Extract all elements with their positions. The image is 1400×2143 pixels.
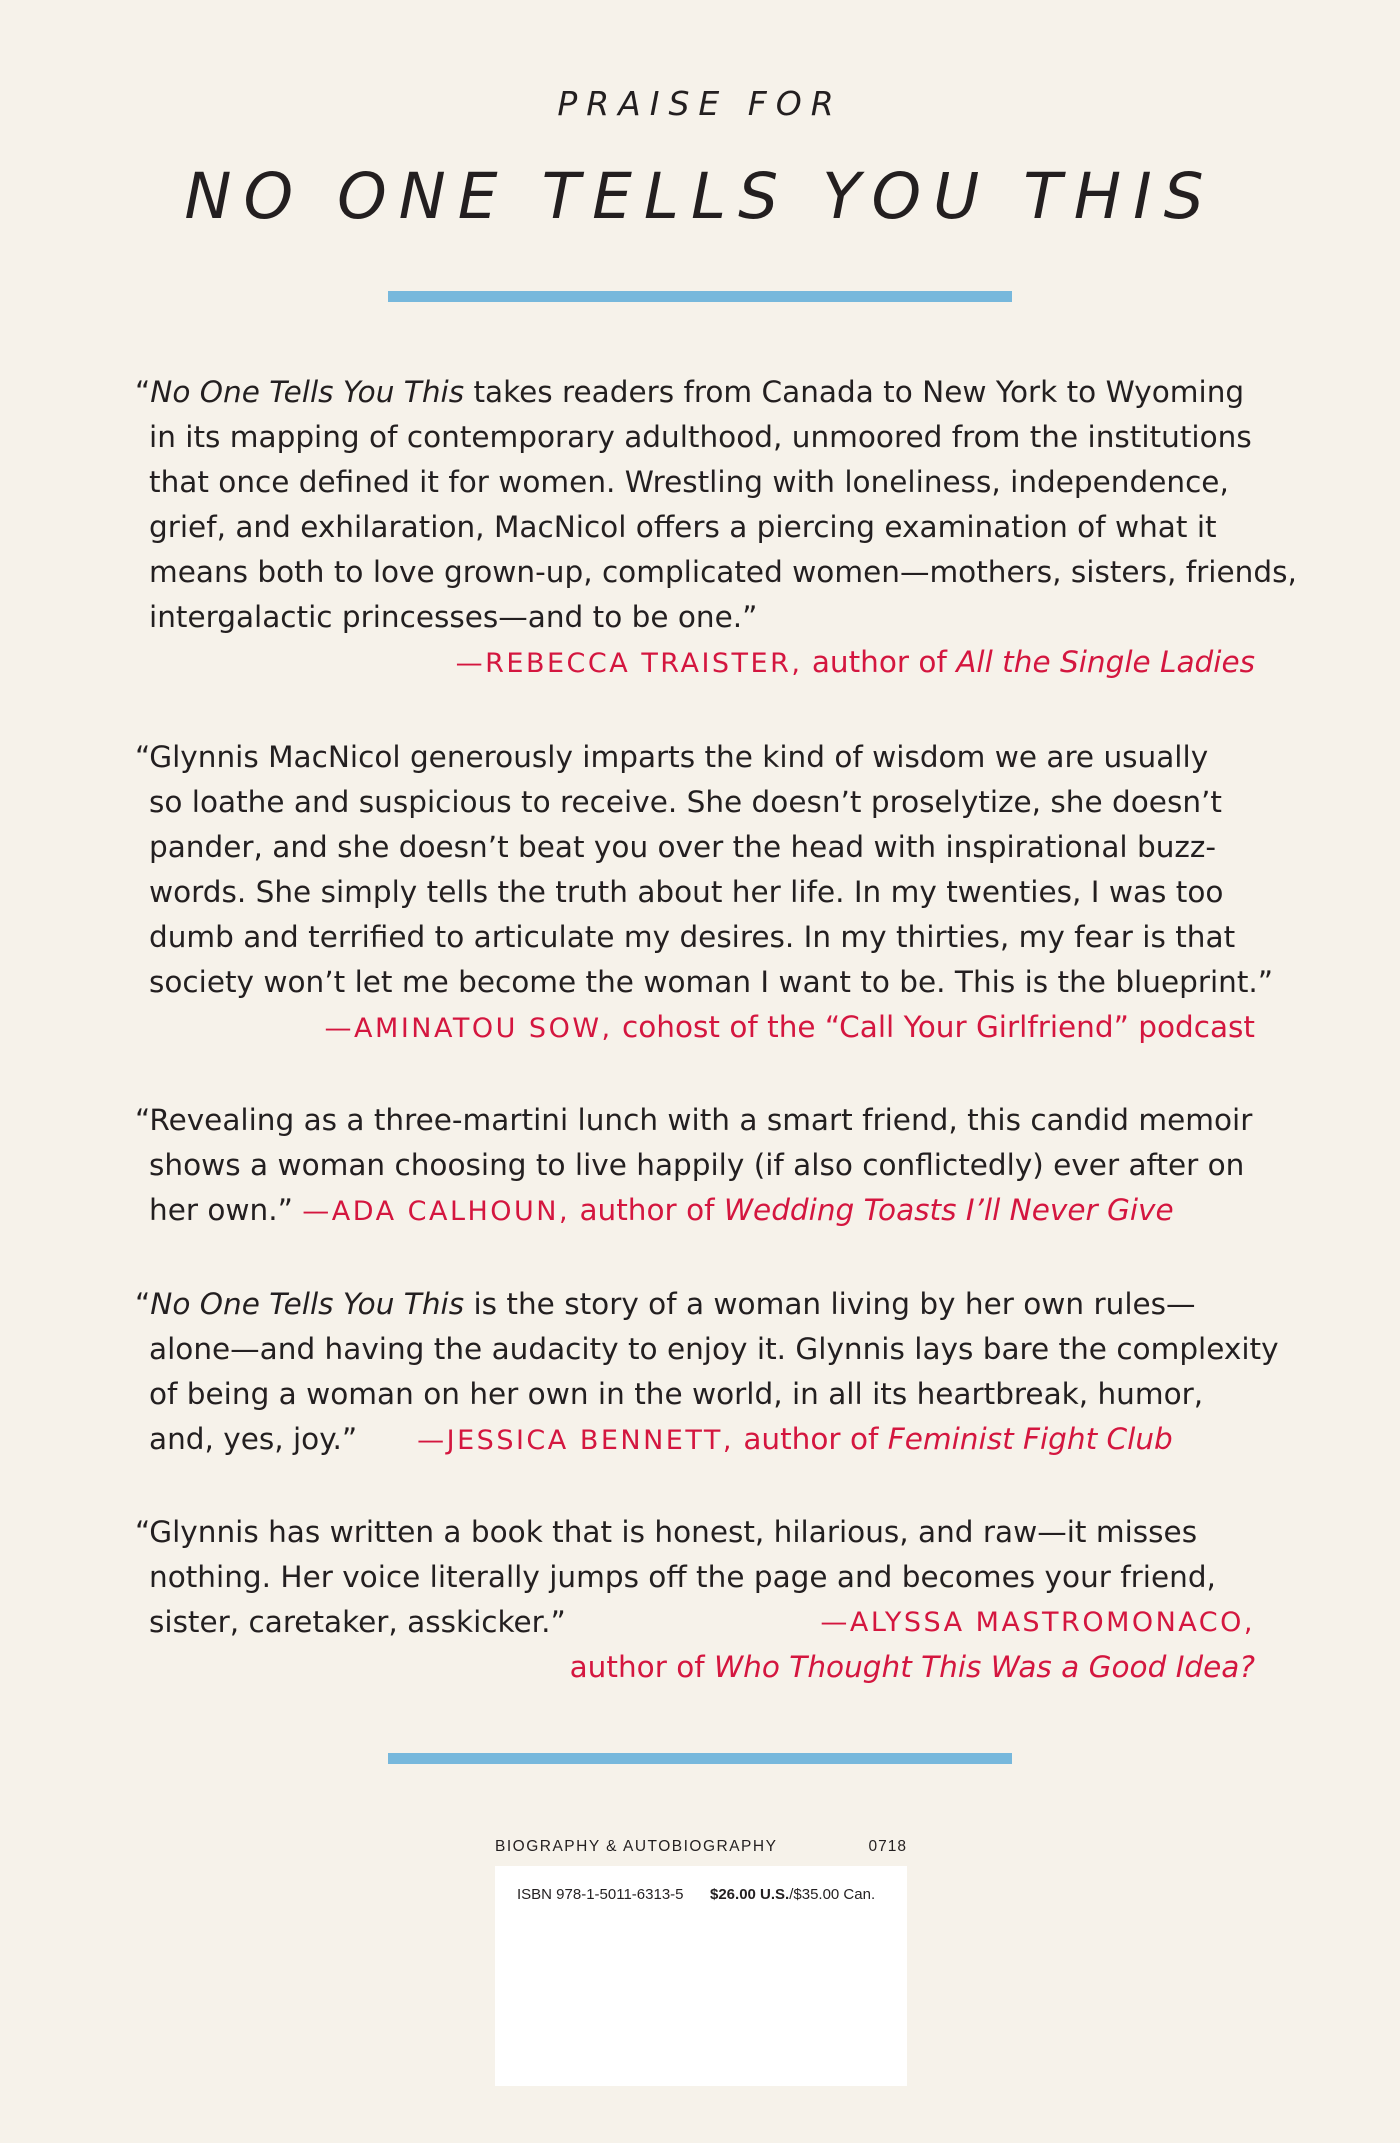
price-separator: / [789, 1886, 794, 1903]
price-us: $26.00 U.S. [710, 1886, 790, 1903]
attribution-work: Who Thought This Was a Good Idea? [714, 1650, 1255, 1684]
blurb-text: her own.” [149, 1193, 293, 1227]
blurb-line [135, 1417, 1255, 1462]
attribution-work: Wedding Toasts I’ll Never Give [723, 1193, 1174, 1227]
blurb-text: Glynnis MacNicol generously imparts the kind of wisdom we are usually [149, 740, 1209, 774]
attribution-role: author of [733, 1422, 888, 1456]
attribution-work: Feminist Fight Club [887, 1422, 1173, 1456]
bisac-category: BIOGRAPHY & AUTOBIOGRAPHY [495, 1838, 778, 1855]
book-title-inline: No One Tells You This [150, 1287, 465, 1321]
blurb-line [135, 1600, 1255, 1645]
blurb-text: takes readers from Canada to New York to Wyoming [464, 375, 1245, 409]
blurb-sow [135, 735, 1274, 1050]
book-title-inline: No One Tells You This [150, 375, 465, 409]
blurb-line [135, 735, 1255, 780]
blurb-line [135, 370, 1255, 415]
barcode-area [495, 1830, 907, 2055]
bottom-divider [388, 1753, 1012, 1764]
blurb-line: that once defined it for women. Wrestling with loneliness, independence, [149, 465, 1229, 499]
praise-for-heading: PRAISE FOR [557, 84, 843, 123]
blurb-line: nothing. Her voice literally jumps off the page and becomes your friend, [149, 1560, 1216, 1594]
price [710, 1886, 875, 1903]
attribution-role: author of [570, 1193, 724, 1227]
blurb-mastromonaco [135, 1510, 1255, 1690]
attribution [135, 1645, 1255, 1690]
open-quote: “ [135, 375, 151, 409]
open-quote: “ [135, 740, 150, 774]
blurb-text: Glynnis has written a book that is honest, hilarious, and raw—it misses [149, 1515, 1198, 1549]
blurb-calhoun [135, 1098, 1255, 1233]
edition-code: 0718 [868, 1838, 907, 1855]
blurb-traister [135, 370, 1297, 685]
attribution-name: —ALYSSA MASTROMONACO, [820, 1607, 1255, 1638]
blurb-text: Revealing as a three-martini lunch with a smart friend, this candid memoir [149, 1103, 1253, 1137]
blurb-line [135, 1188, 1255, 1233]
attribution [135, 1005, 1255, 1050]
attribution-work: All the Single Ladies [956, 645, 1255, 679]
open-quote: “ [135, 1515, 150, 1549]
price-can: $35.00 Can. [793, 1886, 876, 1903]
blurb-line: society won’t let me become the woman I want to be. This is the blueprint.” [149, 965, 1274, 999]
blurb-line: words. She simply tells the truth about her life. In my twenties, I was too [149, 875, 1224, 909]
open-quote: “ [135, 1103, 150, 1137]
blurb-text: and, yes, joy.” [149, 1422, 358, 1456]
barcode-panel [495, 1866, 907, 2086]
open-quote: “ [135, 1287, 151, 1321]
book-title: NO ONE TELLS YOU THIS [184, 160, 1216, 233]
attribution-role: author of [802, 645, 957, 679]
blurb-text: sister, caretaker, asskicker.” [149, 1605, 566, 1639]
blurb-line [135, 1510, 1255, 1555]
blurb-line: in its mapping of contemporary adulthood, unmoored from the institutions [149, 420, 1252, 454]
blurb-line: pander, and she doesn’t beat you over the head with inspirational buzz- [149, 830, 1217, 864]
blurb-line: grief, and exhilaration, MacNicol offers a piercing examination of what it [149, 510, 1217, 544]
blurb-line [135, 1098, 1255, 1143]
attribution-name: —AMINATOU SOW, [324, 1013, 613, 1044]
blurb-text: is the story of a woman living by her own rules— [464, 1287, 1196, 1321]
attribution-role: author of [569, 1650, 715, 1684]
attribution-name: —JESSICA BENNETT, [417, 1425, 734, 1456]
blurb-line: intergalactic princesses—and to be one.” [149, 600, 758, 634]
blurb-line: of being a woman on her own in the world, in all its heartbreak, humor, [149, 1377, 1204, 1411]
blurb-line [135, 1282, 1255, 1327]
attribution [135, 640, 1255, 685]
blurb-line: shows a woman choosing to live happily (if also conflictedly) ever after on [149, 1148, 1245, 1182]
blurb-line: dumb and terrified to articulate my desires. In my thirties, my fear is that [149, 920, 1236, 954]
blurb-line: means both to love grown-up, complicated women—mothers, sisters, friends, [149, 555, 1297, 589]
blurb-line: so loathe and suspicious to receive. She doesn’t proselytize, she doesn’t [149, 785, 1222, 819]
isbn-number: ISBN 978-1-5011-6313-5 [517, 1886, 684, 1903]
blurb-bennett [135, 1282, 1279, 1462]
blurb-line: alone—and having the audacity to enjoy it. Glynnis lays bare the complexity [149, 1332, 1279, 1366]
top-divider [388, 291, 1012, 302]
attribution-name: —REBECCA TRAISTER, [455, 648, 803, 679]
attribution-role: cohost of the “Call Your Girlfriend” podcast [612, 1010, 1255, 1044]
attribution-name: —ADA CALHOUN, [302, 1196, 571, 1227]
